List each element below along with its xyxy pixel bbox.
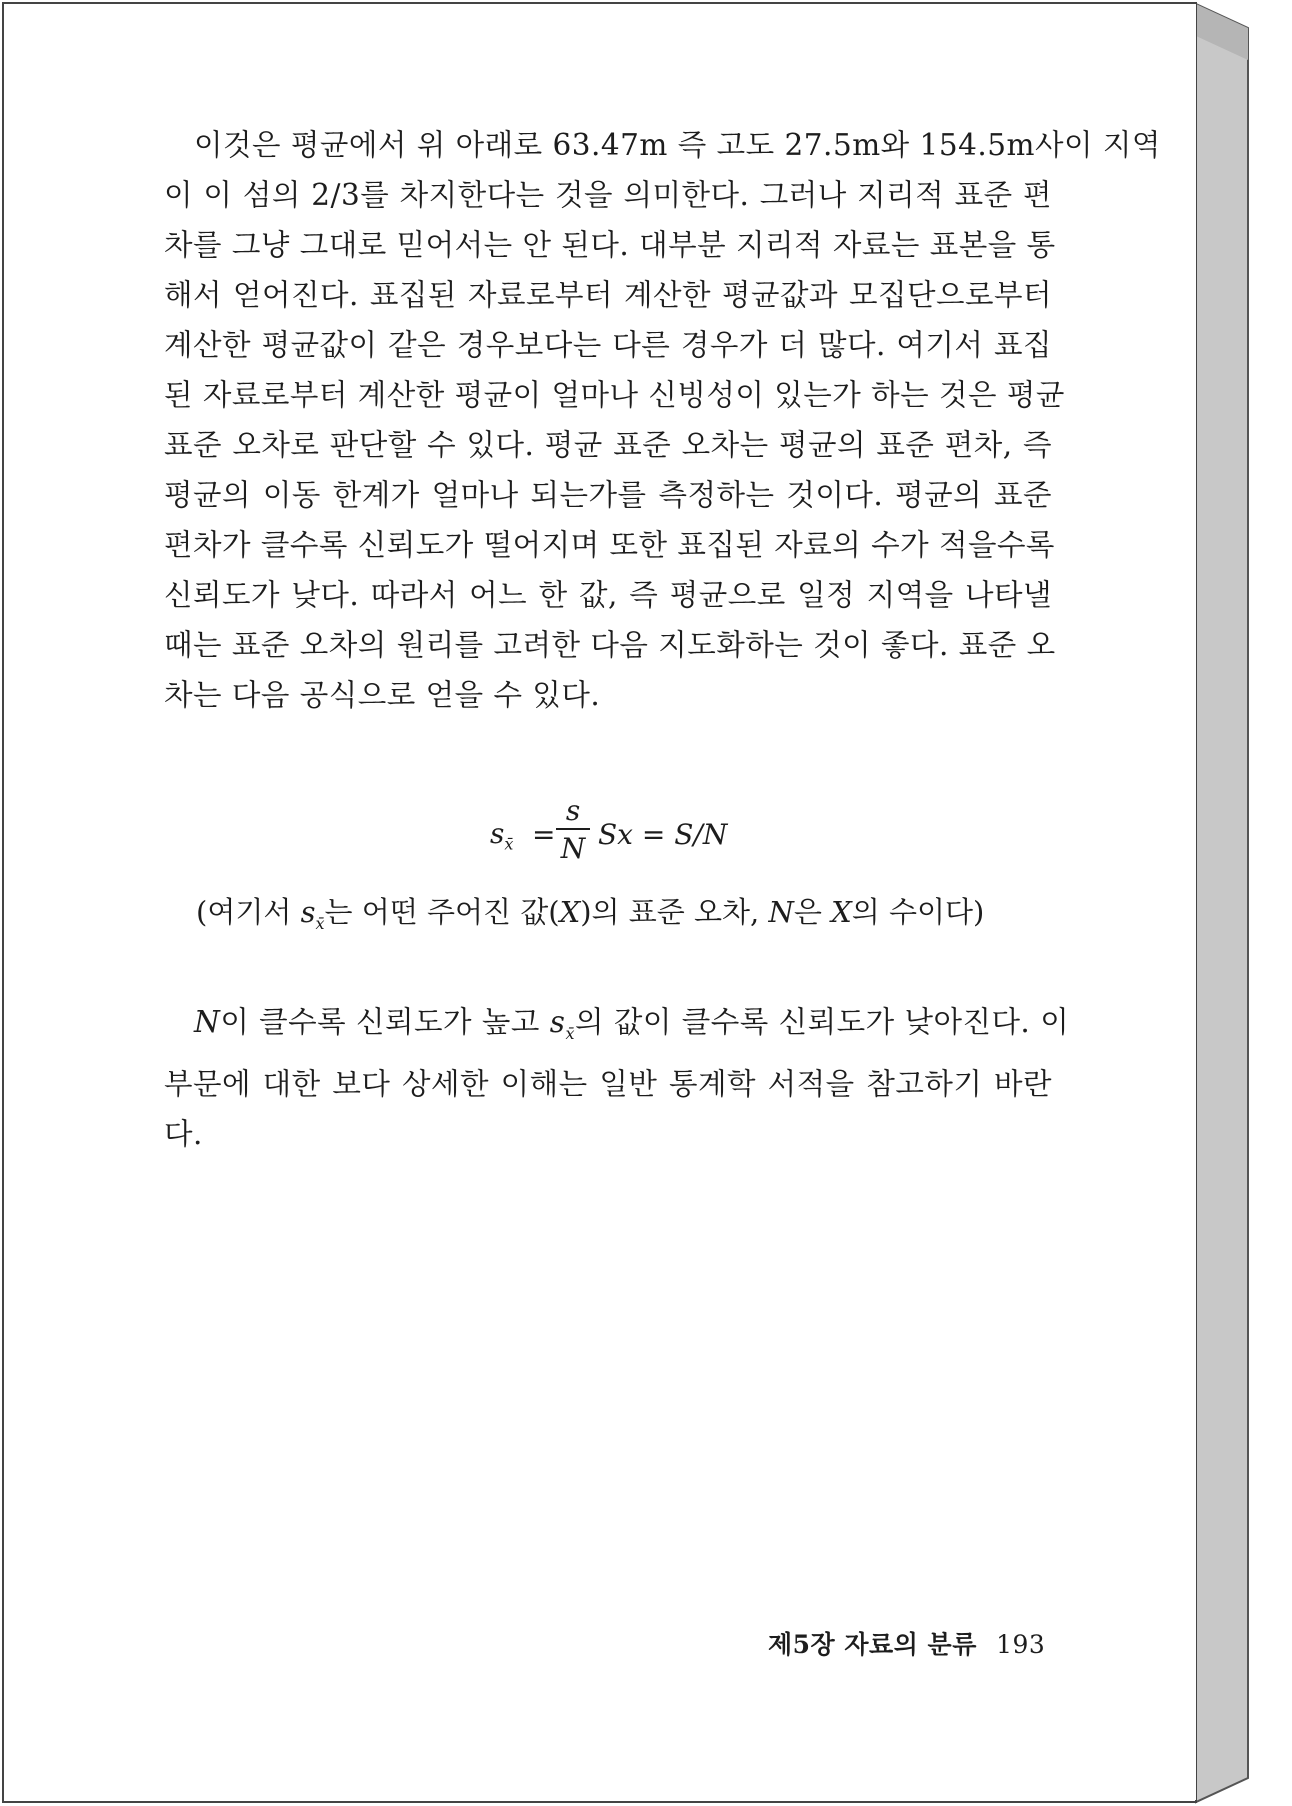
- text-line: 차는 다음 공식으로 얻을 수 있다.: [164, 678, 601, 712]
- text-line: 차를 그냥 그대로 믿어서는 안 된다. 대부분 지리적 자료는 표본을 통: [164, 228, 1056, 262]
- paragraph-2: [164, 997, 1070, 1159]
- paragraph-1: [164, 120, 1161, 720]
- standard-error-formula: [490, 796, 750, 876]
- text-line: 된 자료로부터 계산한 평균이 얼마나 신빙성이 있는가 하는 것은 평균: [164, 378, 1065, 412]
- text-line: 편차가 클수록 신뢰도가 떨어지며 또한 표집된 자료의 수가 적을수록: [164, 528, 1055, 562]
- text-line: 부문에 대한 보다 상세한 이해는 일반 통계학 서적을 참고하기 바란: [164, 1066, 1052, 1101]
- text-line: 이 이 섬의 2/3를 차지한다는 것을 의미한다. 그러나 지리적 표준 편: [164, 178, 1052, 212]
- text-line: 계산한 평균값이 같은 경우보다는 다른 경우가 더 많다. 여기서 표집: [164, 328, 1052, 362]
- text-line: 이것은 평균에서 위 아래로 63.47m 즉 고도 27.5m와 154.5m사이 지역: [194, 128, 1161, 162]
- text-line: 때는 표준 오차의 원리를 고려한 다음 지도화하는 것이 좋다. 표준 오: [164, 628, 1056, 662]
- formula-numerator: s: [565, 794, 581, 827]
- formula-equals: =: [532, 818, 556, 851]
- page-number: 193: [996, 1630, 1046, 1659]
- formula-rest: Sx = S/N: [598, 818, 728, 851]
- text-line: 신뢰도가 낮다. 따라서 어느 한 값, 즉 평균으로 일정 지역을 나타낼: [164, 578, 1052, 612]
- chapter-title: 제5장 자료의 분류: [768, 1630, 977, 1659]
- formula-note: (여기서 $s_{x̄}$는 어떤 주어진 값(X)의 표준 오차, N은 X의 수이다): [196, 895, 985, 933]
- text-line: N이 클수록 신뢰도가 높고 $s_{x̄}$의 값이 클수록 신뢰도가 낮아진다. 이: [194, 1005, 1070, 1043]
- fraction-bar: [556, 828, 590, 830]
- page-footer: [768, 1625, 1045, 1661]
- formula-denominator: N: [560, 832, 586, 865]
- text-line: 표준 오차로 판단할 수 있다. 평균 표준 오차는 평균의 표준 편차, 즉: [164, 428, 1052, 462]
- formula-fraction: [556, 796, 590, 864]
- note-variable: $s_{x̄}$: [300, 895, 325, 933]
- text-line: 평균의 이동 한계가 얼마나 되는가를 측정하는 것이다. 평균의 표준: [164, 478, 1052, 512]
- formula-lhs-subscript: x̄: [504, 834, 514, 854]
- text-line: 해서 얻어진다. 표집된 자료로부터 계산한 평균값과 모집단으로부터: [164, 278, 1052, 312]
- text-line: 다.: [164, 1116, 203, 1151]
- formula-lhs: $s_{x̄}$: [490, 817, 514, 854]
